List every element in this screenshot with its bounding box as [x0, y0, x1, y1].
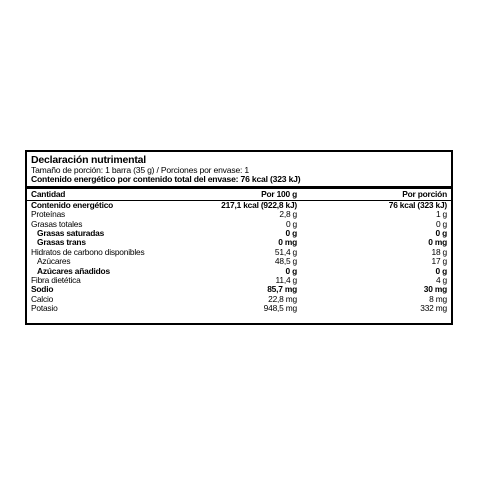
column-header-row: [27, 189, 451, 200]
row-per-serving: 0 g: [435, 227, 447, 238]
row-per-serving: 0 mg: [428, 237, 447, 248]
row-name: Contenido energético: [31, 199, 114, 210]
row-name: Grasas saturadas: [37, 227, 105, 238]
row-saturated-fat: [27, 229, 451, 238]
row-per-100g: 51,4 g: [274, 246, 297, 257]
row-name: Grasas trans: [37, 237, 86, 248]
row-per-100g: 0 g: [285, 227, 297, 238]
energy-total-line: Contenido energético por contenido total del envase: 76 kcal (323 kJ): [31, 174, 301, 185]
label-header: [27, 152, 451, 185]
label-title: Declaración nutrimental: [31, 154, 147, 166]
row-per-serving: 18 g: [431, 246, 447, 257]
row-name: Potasio: [31, 303, 58, 314]
row-protein: [27, 210, 451, 219]
nutrition-facts-table: [25, 150, 453, 325]
row-per-100g: 0 mg: [278, 237, 297, 248]
column-per-100g: Por 100 g: [261, 188, 297, 199]
row-per-100g: 0 g: [285, 265, 297, 276]
row-energy: [27, 201, 451, 210]
row-name: Hidratos de carbono disponibles: [31, 246, 145, 257]
row-carbohydrates: [27, 248, 451, 257]
row-per-serving: 1 g: [435, 209, 447, 220]
row-per-serving: 0 g: [435, 218, 447, 229]
row-per-serving: 8 mg: [429, 293, 447, 304]
row-potassium: [27, 304, 451, 313]
row-name: Sodio: [31, 284, 54, 295]
row-per-100g: 48,5 g: [274, 256, 297, 267]
row-name: Azúcares añadidos: [37, 265, 110, 276]
row-name: Azúcares: [37, 256, 71, 267]
row-per-100g: 22,8 mg: [268, 293, 297, 304]
serving-size-line: Tamaño de porción: 1 barra (35 g) / Porciones por envase: 1: [31, 165, 249, 175]
column-per-serving: Por porción: [402, 188, 447, 199]
row-name: Proteínas: [31, 209, 66, 220]
row-per-serving: 332 mg: [420, 303, 447, 314]
row-per-100g: 2,8 g: [279, 209, 297, 220]
row-per-serving: 17 g: [431, 256, 447, 267]
row-per-100g: 948,5 mg: [263, 303, 297, 314]
row-per-serving: 0 g: [435, 265, 447, 276]
column-quantity: Cantidad: [31, 188, 66, 199]
row-per-100g: 217,1 kcal (922,8 kJ): [221, 199, 297, 210]
row-sodium: [27, 285, 451, 294]
row-fiber: [27, 276, 451, 285]
row-added-sugars: [27, 267, 451, 276]
row-name: Fibra dietética: [31, 274, 81, 285]
row-per-100g: 0 g: [285, 218, 297, 229]
row-per-serving: 30 mg: [423, 284, 447, 295]
row-calcium: [27, 295, 451, 304]
row-name: Grasas totales: [31, 218, 83, 229]
row-per-100g: 85,7 mg: [267, 284, 297, 295]
row-per-serving: 4 g: [435, 274, 447, 285]
row-per-serving: 76 kcal (323 kJ): [388, 199, 447, 210]
row-name: Calcio: [31, 293, 54, 304]
row-per-100g: 11,4 g: [275, 274, 297, 285]
